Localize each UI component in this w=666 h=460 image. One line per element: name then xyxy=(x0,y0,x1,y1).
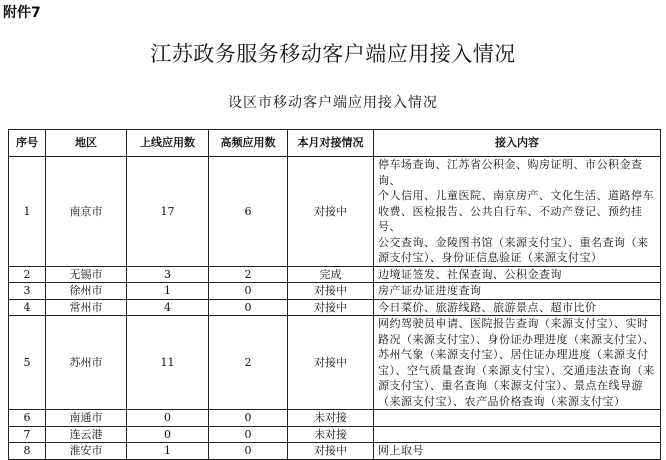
cell-high-freq-apps: 2 xyxy=(209,316,288,410)
cell-online-apps: 1 xyxy=(127,283,209,300)
cell-status: 对接中 xyxy=(288,299,374,316)
cell-content xyxy=(374,266,661,283)
cell-high-freq-apps: 0 xyxy=(209,410,288,427)
cell-content xyxy=(374,299,661,316)
cell-online-apps: 11 xyxy=(127,316,209,410)
cell-region: 常州市 xyxy=(46,299,127,316)
cell-no: 2 xyxy=(9,266,46,283)
cell-status: 对接中 xyxy=(288,316,374,410)
cell-content xyxy=(374,316,661,410)
header-region: 地区 xyxy=(46,130,127,157)
content-line: 路况（来源支付宝）、身份证办理进度（来源支付宝）、 xyxy=(378,332,655,346)
content-line: 边境证签发、社保查询、公积金查询 xyxy=(378,267,562,281)
table-row xyxy=(9,157,661,267)
content-line: 网约驾驶员申请、医院报告查询（来源支付宝）、实时 xyxy=(378,317,649,330)
content-line: 今日菜价、旅游线路、旅游景点、超市比价 xyxy=(378,300,597,314)
header-high-freq-apps: 高频应用数 xyxy=(209,130,288,157)
cell-online-apps: 3 xyxy=(127,266,209,283)
cell-status: 对接中 xyxy=(288,443,374,460)
cell-region: 南通市 xyxy=(46,410,127,427)
cell-online-apps: 1 xyxy=(127,443,209,460)
cell-no: 4 xyxy=(9,299,46,316)
table-header-row xyxy=(9,130,661,157)
table-row xyxy=(9,266,661,283)
table-row xyxy=(9,283,661,300)
header-monthly-status: 本月对接情况 xyxy=(288,130,374,157)
cell-no: 5 xyxy=(9,316,46,410)
cell-no: 8 xyxy=(9,443,46,460)
header-content: 接入内容 xyxy=(374,130,661,157)
cell-content xyxy=(374,410,661,427)
cell-online-apps: 17 xyxy=(127,157,209,267)
content-line: 源支付宝）、身份证信息验证（来源支付宝） xyxy=(378,251,603,264)
cell-high-freq-apps: 0 xyxy=(209,283,288,300)
table-row xyxy=(9,410,661,427)
cell-high-freq-apps: 6 xyxy=(209,157,288,267)
header-online-apps: 上线应用数 xyxy=(127,130,209,157)
cell-online-apps: 4 xyxy=(127,299,209,316)
cell-status: 对接中 xyxy=(288,157,374,267)
cell-content xyxy=(374,157,661,267)
table-row xyxy=(9,316,661,410)
cell-region: 淮安市 xyxy=(46,443,127,460)
cell-status: 对接中 xyxy=(288,283,374,300)
content-line: 收费、医检报告、公共自行车、不动产登记、预约挂号、 xyxy=(378,204,643,233)
cell-no: 7 xyxy=(9,426,46,443)
cell-online-apps: 0 xyxy=(127,410,209,427)
cell-region: 无锡市 xyxy=(46,266,127,283)
content-line: 房产证办证进度查询 xyxy=(378,284,482,297)
cell-status: 未对接 xyxy=(288,410,374,427)
content-line: 源支付宝）、重名查询（来源支付宝）、景点在线导游 xyxy=(378,379,643,392)
table-row xyxy=(9,299,661,316)
cell-region: 苏州市 xyxy=(46,316,127,410)
cell-online-apps: 0 xyxy=(127,426,209,443)
access-table xyxy=(8,129,661,460)
cell-no: 1 xyxy=(9,157,46,267)
content-line: 宝）、空气质量查询（来源支付宝）、交通违法查询（来 xyxy=(378,363,655,377)
cell-high-freq-apps: 0 xyxy=(209,426,288,443)
content-line: 公交查询、金陵图书馆（来源支付宝）、重名查询（来 xyxy=(378,235,649,249)
cell-content xyxy=(374,443,661,460)
table-title: 设区市移动客户端应用接入情况 xyxy=(228,95,438,111)
table-row xyxy=(9,426,661,443)
cell-no: 3 xyxy=(9,283,46,300)
cell-high-freq-apps: 0 xyxy=(209,443,288,460)
content-line: 苏州气象（来源支付宝）、居住证办理进度（来源支付 xyxy=(378,348,649,361)
cell-content xyxy=(374,283,661,300)
content-line: 个人信用、儿童医院、南京房产、文化生活、道路停车 xyxy=(378,189,654,202)
cell-no: 6 xyxy=(9,410,46,427)
cell-content xyxy=(374,426,661,443)
header-no: 序号 xyxy=(9,130,46,157)
cell-region: 连云港 xyxy=(46,426,127,443)
cell-high-freq-apps: 0 xyxy=(209,299,288,316)
cell-status: 完成 xyxy=(288,266,374,283)
content-line: 网上取号 xyxy=(378,444,424,457)
cell-status: 未对接 xyxy=(288,426,374,443)
cell-region: 徐州市 xyxy=(46,283,127,300)
document-title: 江苏政务服务移动客户端应用接入情况 xyxy=(150,42,516,66)
table-row xyxy=(9,443,661,460)
content-line: 停车场查询、江苏省公积金、购房证明、市公积金查询、 xyxy=(378,158,643,187)
attachment-label: 附件7 xyxy=(3,5,41,21)
cell-region: 南京市 xyxy=(46,157,127,267)
content-line: （来源支付宝）、农产品价格查询（来源支付宝） xyxy=(378,394,626,408)
cell-high-freq-apps: 2 xyxy=(209,266,288,283)
